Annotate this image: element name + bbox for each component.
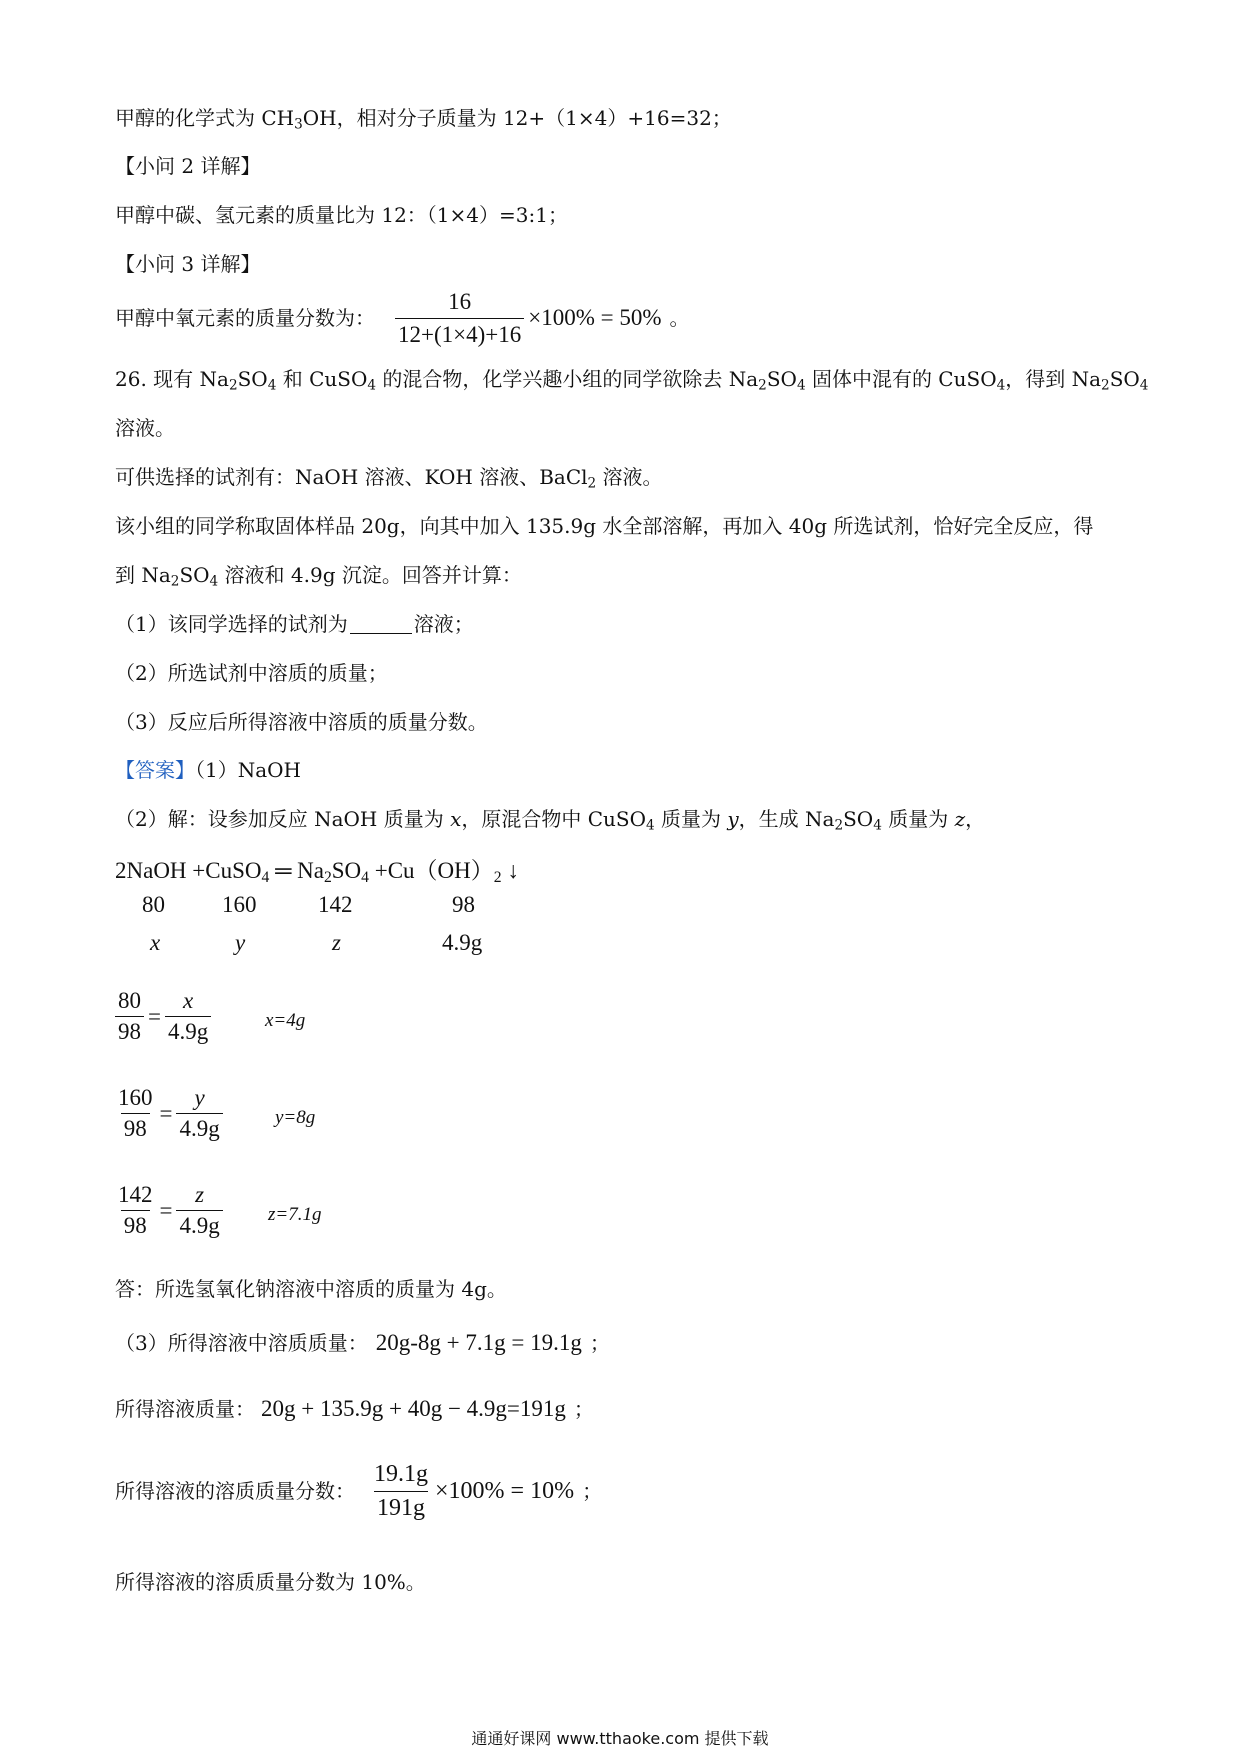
mass-fraction-line: 所得溶液的溶质质量分数： $\frac{19.1g}{191g}$ ×100% = 10% ； (115, 1461, 603, 1521)
mass-naoh: 80 (142, 892, 165, 917)
answer-part-2: 答：所选氢氧化钠溶液中溶质的质量为 4g。 (115, 1277, 507, 1301)
subquestion-3-heading: 【小问 3 详解】 (115, 252, 261, 276)
experiment-line-1: 该小组的同学称取固体样品 20g，向其中加入 135.9g 水全部溶解，再加入 40g 所选试剂，恰好完全反应，得 (115, 514, 1094, 538)
ratio-x: $\frac{80}{98}$ = $\frac{x}{4.9g}$ (115, 988, 215, 1045)
footer-credit: 通通好课网 www.tthaoke.com 提供下载 (471, 1729, 769, 1748)
experiment-line-2: 到 $Na_2SO_4$ 溶液和 4.9g 沉淀。回答并计算： (115, 563, 522, 590)
question-26-line-2: 溶液。 (115, 416, 175, 440)
mass-fraction: $\frac{19.1g}{191g}$ (374, 1461, 428, 1521)
oxygen-fraction: $\frac{16}{12+(1\times 4)+16}$ (395, 288, 524, 348)
mass-cuoh2: 98 (452, 892, 475, 917)
part-1-prompt: （1）该同学选择的试剂为 溶液； (115, 612, 474, 636)
unknown-z: z (332, 930, 341, 955)
part-3-prompt: （3）反应后所得溶液中溶质的质量分数。 (115, 710, 488, 734)
reagents-line: 可供选择的试剂有：NaOH 溶液、KOH 溶液、BaCl$_2$ 溶液。 (115, 465, 663, 492)
subquestion-2-heading: 【小问 2 详解】 (115, 154, 261, 178)
oxygen-fraction-line: 甲醇中氧元素的质量分数为： $\frac{16}{12+(1\times 4)+16}$ ×100% = 50% 。 (115, 289, 690, 347)
ratio-z: $\frac{142}{98}$ = $\frac{z}{4.9g}$ (115, 1182, 227, 1239)
chemical-equation: 2NaOH +CuSO$_4$ ═ $Na_2SO_4 +Cu(OH)_2$ ↓ (115, 858, 519, 886)
text-line-3: 甲醇中碳、氢元素的质量比为 12：（1×4）=3:1； (115, 203, 568, 227)
result-z: z=7.1g (268, 1204, 322, 1225)
unknown-y: y (235, 930, 246, 955)
mass-na2so4: 142 (318, 892, 353, 917)
text-line-1: 甲醇的化学式为 $CH_3OH$，相对分子质量为 12+（1×4）+16=32； (115, 106, 732, 133)
precipitate-mass: 4.9g (442, 930, 483, 955)
result-x: x=4g (265, 1010, 306, 1031)
final-answer: 所得溶液的溶质质量分数为 10%。 (115, 1570, 426, 1594)
ratio-y: $\frac{160}{98}$ = $\frac{y}{4.9g}$ (115, 1085, 227, 1142)
question-26-line-1: 26. 现有 $Na_2SO_4$ 和 CuSO$_4$ 的混合物，化学兴趣小组的同学欲除去 $Na_2SO_4$ 固体中混有的 CuSO$_4$，得到 $Na_2SO_4$ (115, 367, 1149, 394)
mass-cuso4: 160 (222, 892, 257, 917)
solution-setup-line: （2）解：设参加反应 NaOH 质量为 x，原混合物中 CuSO$_4$ 质量为 y，生成 $Na_2SO_4$ 质量为 z， (115, 807, 986, 834)
result-y: y=8g (275, 1107, 316, 1128)
unknown-x: x (150, 930, 161, 955)
solute-mass-line: （3）所得溶液中溶质质量： 20g-8g + 7.1g = 19.1g ； (115, 1330, 610, 1355)
answer-blank (350, 613, 412, 634)
answer-label: 【答案】 (115, 758, 195, 782)
part-2-prompt: （2）所选试剂中溶质的质量； (115, 661, 388, 685)
answer-line: 【答案】（1）NaOH (115, 758, 301, 782)
solution-mass-line: 所得溶液质量： 20g + 135.9g + 40g − 4.9g=191g ； (115, 1396, 594, 1421)
